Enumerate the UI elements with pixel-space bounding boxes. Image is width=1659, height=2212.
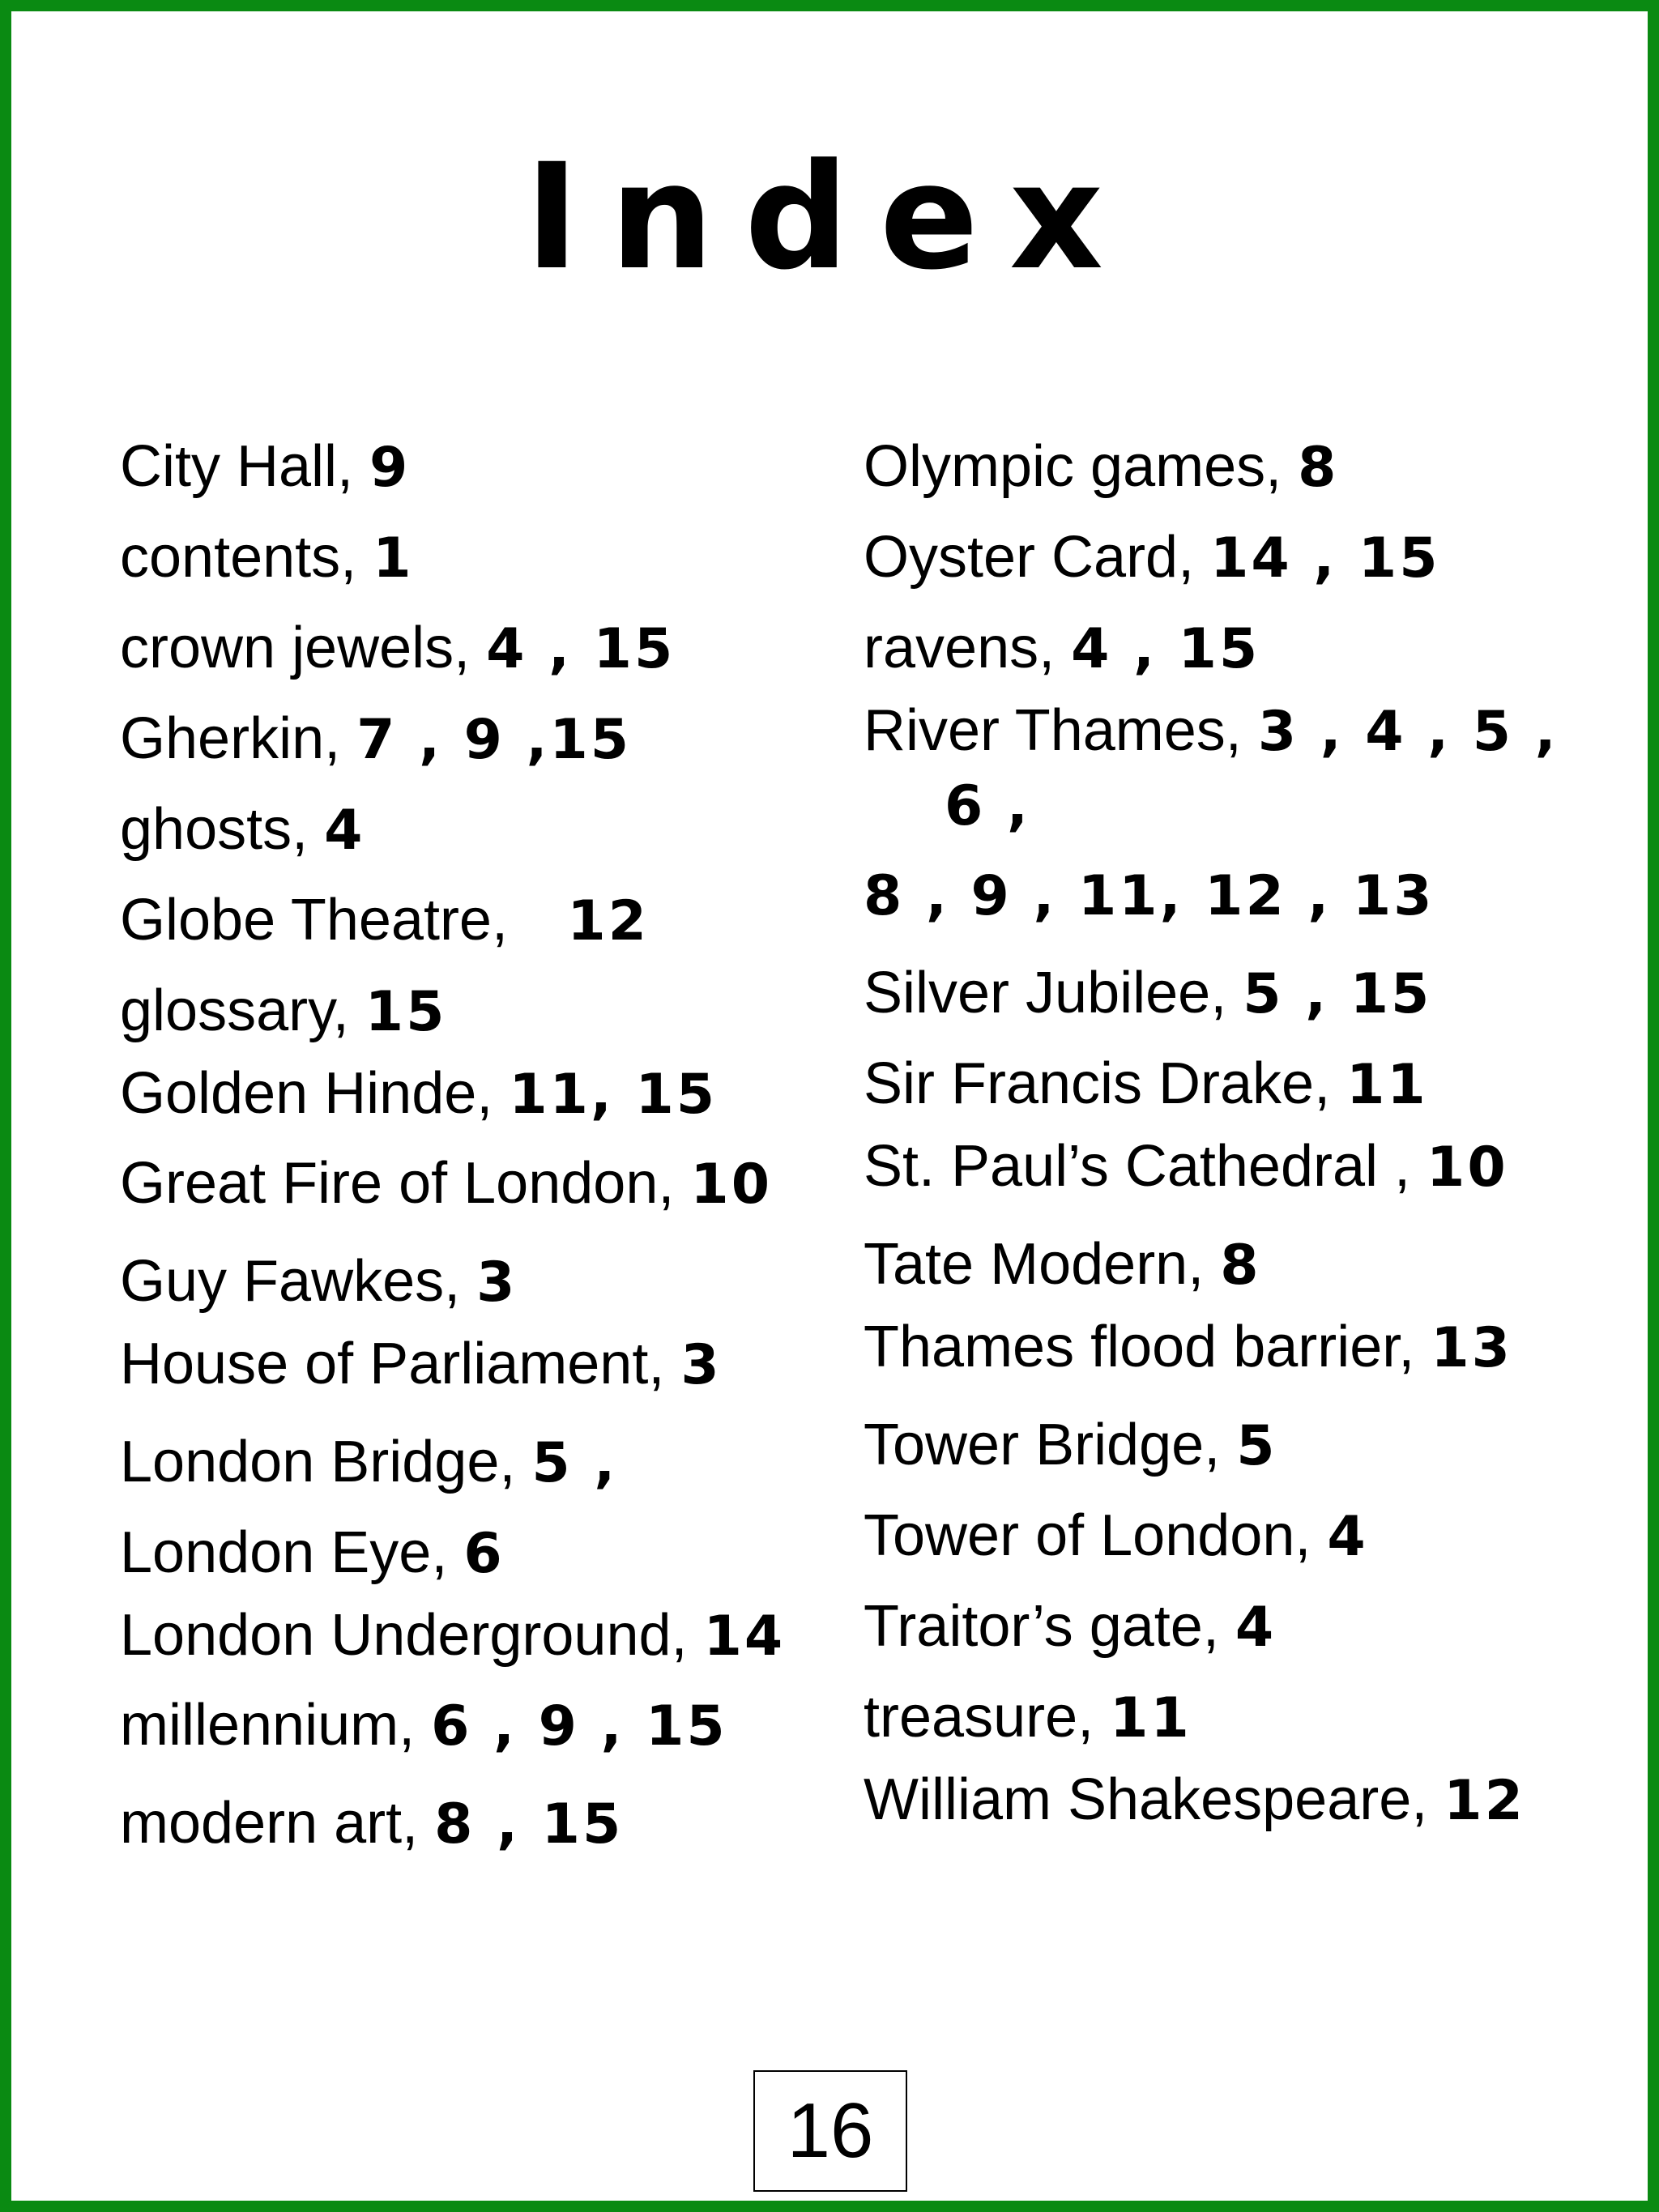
index-entry bbox=[120, 966, 849, 1057]
index-pages: 7 , 9 ,15 bbox=[356, 708, 632, 772]
index-pages: 3 bbox=[476, 1251, 518, 1315]
index-entry bbox=[864, 1491, 1593, 1582]
index-entry bbox=[864, 1130, 1593, 1204]
index-entry bbox=[120, 1779, 849, 1869]
index-entry bbox=[120, 1057, 768, 1132]
index-pages: 8 bbox=[1220, 1234, 1261, 1298]
page-number: 16 bbox=[753, 2070, 907, 2192]
index-entry bbox=[864, 1673, 1593, 1763]
index-entry bbox=[864, 694, 1593, 843]
index-pages: 4 bbox=[1327, 1505, 1368, 1569]
index-term: Gherkin, bbox=[120, 706, 357, 771]
index-pages: 4 bbox=[1235, 1596, 1277, 1660]
index-pages: 6 , 9 , 15 bbox=[431, 1694, 727, 1758]
index-entry bbox=[120, 1599, 849, 1673]
index-pages: 8 bbox=[1298, 436, 1339, 500]
index-pages: 4 bbox=[324, 799, 365, 863]
index-pages: 11 bbox=[1346, 1053, 1428, 1117]
index-entry bbox=[864, 1311, 1593, 1385]
index-pages: 5 , bbox=[531, 1431, 618, 1495]
index-column-right bbox=[864, 422, 1593, 1853]
index-term: Tower of London, bbox=[864, 1503, 1328, 1568]
index-term: Tate Modern, bbox=[864, 1232, 1221, 1297]
index-pages: 4 , 15 bbox=[1071, 617, 1260, 681]
index-entry bbox=[120, 694, 849, 785]
page-title: Index bbox=[524, 133, 1135, 302]
index-entry bbox=[864, 859, 1593, 933]
index-pages: 10 bbox=[690, 1153, 773, 1217]
index-term: River Thames, bbox=[864, 698, 1258, 763]
index-pages: 5 bbox=[1236, 1414, 1277, 1478]
index-entry bbox=[120, 1508, 849, 1599]
index-term: ghosts, bbox=[120, 797, 325, 862]
index-pages: 10 bbox=[1427, 1136, 1508, 1200]
index-term: City Hall, bbox=[120, 434, 370, 499]
index-entry bbox=[864, 1220, 1593, 1311]
index-term: Thames flood barrier, bbox=[864, 1315, 1431, 1379]
index-entry bbox=[864, 513, 1593, 603]
index-term: London Underground, bbox=[120, 1603, 704, 1668]
index-term: contents, bbox=[120, 525, 373, 590]
index-term: Sir Francis Drake, bbox=[864, 1051, 1347, 1116]
index-entry bbox=[864, 1400, 1593, 1491]
index-term: House of Parliament, bbox=[120, 1332, 681, 1396]
index-pages: 1 bbox=[373, 526, 414, 590]
index-entry bbox=[864, 1582, 1593, 1673]
index-pages: 8 , 9 , 11, 12 , 13 bbox=[864, 864, 1435, 928]
index-term: London Eye, bbox=[120, 1520, 464, 1585]
index-pages: 8 , 15 bbox=[434, 1792, 624, 1856]
index-term: Traitor’s gate, bbox=[864, 1594, 1235, 1659]
index-entry bbox=[120, 876, 849, 966]
index-term: Olympic games, bbox=[864, 434, 1299, 499]
index-entry bbox=[864, 948, 1593, 1039]
index-entry bbox=[864, 1763, 1593, 1838]
index-entry bbox=[120, 1417, 849, 1508]
index-term: Tower Bridge, bbox=[864, 1413, 1237, 1477]
index-pages: 12 bbox=[523, 889, 649, 953]
index-term: Great Fire of London, bbox=[120, 1151, 691, 1216]
index-pages: 5 , 15 bbox=[1243, 962, 1432, 1026]
index-term: ravens, bbox=[864, 616, 1072, 680]
index-entry bbox=[120, 1147, 849, 1221]
index-term: modern art, bbox=[120, 1791, 435, 1856]
index-pages: 13 bbox=[1431, 1316, 1512, 1380]
index-term: William Shakespeare, bbox=[864, 1767, 1444, 1832]
index-pages: 11 bbox=[1110, 1686, 1192, 1750]
index-term: London Bridge, bbox=[120, 1430, 532, 1494]
index-term: Oyster Card, bbox=[864, 525, 1211, 590]
index-pages: 3 , 4 , 5 , 6 , bbox=[945, 700, 1559, 838]
index-pages: 12 bbox=[1444, 1769, 1525, 1833]
index-pages: 14 , 15 bbox=[1210, 526, 1440, 590]
index-pages: 3 bbox=[680, 1333, 722, 1397]
index-pages: 9 bbox=[369, 436, 411, 500]
index-term: millennium, bbox=[120, 1693, 432, 1758]
index-column-left bbox=[120, 422, 849, 1869]
index-entry bbox=[864, 422, 1593, 513]
index-entry bbox=[120, 422, 849, 513]
index-term: glossary, bbox=[120, 978, 365, 1043]
index-entry bbox=[120, 1689, 768, 1763]
index-entry bbox=[120, 513, 849, 603]
index-term: Silver Jubilee, bbox=[864, 961, 1243, 1025]
index-term: St. Paul’s Cathedral , bbox=[864, 1134, 1427, 1199]
index-entry bbox=[120, 785, 849, 876]
index-term: Golden Hinde, bbox=[120, 1061, 510, 1126]
index-pages: 4 , 15 bbox=[486, 617, 676, 681]
index-pages: 11, 15 bbox=[509, 1063, 718, 1127]
index-pages: 6 bbox=[463, 1522, 505, 1586]
index-pages: 14 bbox=[703, 1605, 786, 1669]
index-entry bbox=[864, 1039, 1593, 1130]
index-pages: 15 bbox=[365, 980, 447, 1044]
index-term: crown jewels, bbox=[120, 616, 487, 680]
index-entry bbox=[120, 603, 849, 694]
index-entry bbox=[864, 603, 1593, 694]
index-entry bbox=[120, 1328, 849, 1402]
index-term: treasure, bbox=[864, 1685, 1111, 1750]
index-entry bbox=[120, 1237, 849, 1328]
index-term: Guy Fawkes, bbox=[120, 1249, 477, 1314]
index-term: Globe Theatre, bbox=[120, 888, 524, 953]
